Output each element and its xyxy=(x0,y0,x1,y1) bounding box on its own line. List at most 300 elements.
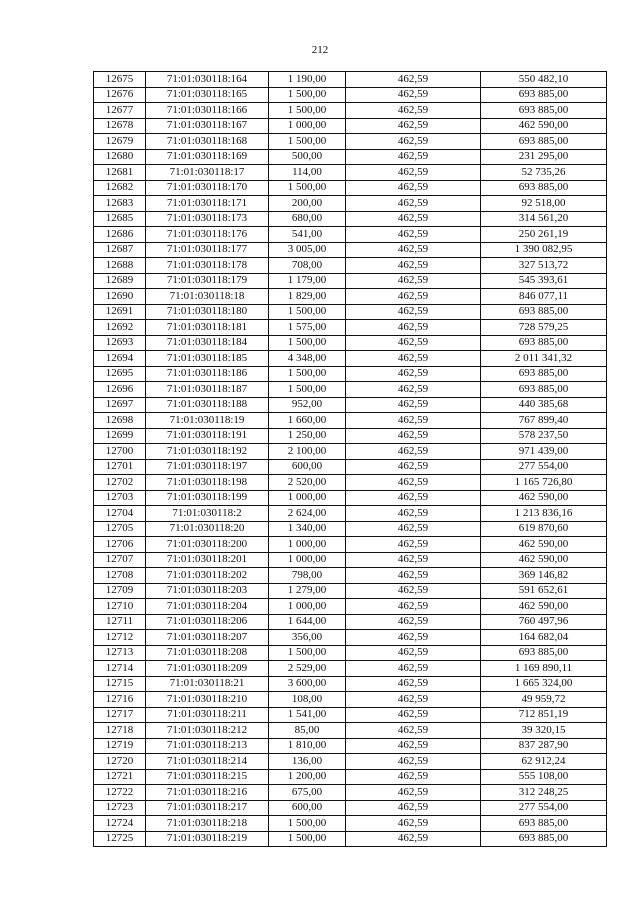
rate-cell: 462,59 xyxy=(346,800,481,816)
value-cell: 327 513,72 xyxy=(481,258,607,274)
cadastral-number-cell: 71:01:030118:184 xyxy=(146,335,269,351)
rate-cell: 462,59 xyxy=(346,785,481,801)
cadastral-number-cell: 71:01:030118:18 xyxy=(146,289,269,305)
value-cell: 62 912,24 xyxy=(481,754,607,770)
value-cell: 462 590,00 xyxy=(481,537,607,553)
cadastral-number-cell: 71:01:030118:188 xyxy=(146,397,269,413)
rate-cell: 462,59 xyxy=(346,258,481,274)
registry-table xyxy=(93,71,607,847)
area-cell: 136,00 xyxy=(269,754,346,770)
row-number-cell: 12721 xyxy=(94,769,146,785)
area-cell: 1 500,00 xyxy=(269,103,346,119)
cadastral-number-cell: 71:01:030118:219 xyxy=(146,831,269,847)
table-row xyxy=(94,289,607,305)
cadastral-number-cell: 71:01:030118:170 xyxy=(146,180,269,196)
rate-cell: 462,59 xyxy=(346,273,481,289)
row-number-cell: 12705 xyxy=(94,521,146,537)
table-row xyxy=(94,738,607,754)
rate-cell: 462,59 xyxy=(346,444,481,460)
row-number-cell: 12688 xyxy=(94,258,146,274)
area-cell: 798,00 xyxy=(269,568,346,584)
table-row xyxy=(94,816,607,832)
cadastral-number-cell: 71:01:030118:166 xyxy=(146,103,269,119)
cadastral-number-cell: 71:01:030118:217 xyxy=(146,800,269,816)
value-cell: 369 146,82 xyxy=(481,568,607,584)
area-cell: 1 340,00 xyxy=(269,521,346,537)
row-number-cell: 12703 xyxy=(94,490,146,506)
table-row xyxy=(94,242,607,258)
rate-cell: 462,59 xyxy=(346,816,481,832)
rate-cell: 462,59 xyxy=(346,568,481,584)
cadastral-number-cell: 71:01:030118:212 xyxy=(146,723,269,739)
rate-cell: 462,59 xyxy=(346,382,481,398)
rate-cell: 462,59 xyxy=(346,661,481,677)
rate-cell: 462,59 xyxy=(346,304,481,320)
value-cell: 837 287,90 xyxy=(481,738,607,754)
value-cell: 693 885,00 xyxy=(481,134,607,150)
rate-cell: 462,59 xyxy=(346,103,481,119)
cadastral-number-cell: 71:01:030118:164 xyxy=(146,72,269,88)
value-cell: 92 518,00 xyxy=(481,196,607,212)
table-row xyxy=(94,196,607,212)
value-cell: 767 899,40 xyxy=(481,413,607,429)
row-number-cell: 12693 xyxy=(94,335,146,351)
value-cell: 693 885,00 xyxy=(481,816,607,832)
row-number-cell: 12702 xyxy=(94,475,146,491)
row-number-cell: 12696 xyxy=(94,382,146,398)
area-cell: 1 250,00 xyxy=(269,428,346,444)
table-row xyxy=(94,149,607,165)
cadastral-number-cell: 71:01:030118:211 xyxy=(146,707,269,723)
rate-cell: 462,59 xyxy=(346,738,481,754)
value-cell: 545 393,61 xyxy=(481,273,607,289)
table-row xyxy=(94,180,607,196)
rate-cell: 462,59 xyxy=(346,196,481,212)
cadastral-number-cell: 71:01:030118:17 xyxy=(146,165,269,181)
area-cell: 85,00 xyxy=(269,723,346,739)
table-row xyxy=(94,552,607,568)
area-cell: 1 500,00 xyxy=(269,366,346,382)
row-number-cell: 12676 xyxy=(94,87,146,103)
table-row xyxy=(94,754,607,770)
row-number-cell: 12724 xyxy=(94,816,146,832)
cadastral-number-cell: 71:01:030118:197 xyxy=(146,459,269,475)
cadastral-number-cell: 71:01:030118:201 xyxy=(146,552,269,568)
cadastral-number-cell: 71:01:030118:214 xyxy=(146,754,269,770)
table-row xyxy=(94,428,607,444)
value-cell: 1 665 324,00 xyxy=(481,676,607,692)
value-cell: 760 497,96 xyxy=(481,614,607,630)
table-row xyxy=(94,506,607,522)
table-row xyxy=(94,211,607,227)
row-number-cell: 12685 xyxy=(94,211,146,227)
value-cell: 1 213 836,16 xyxy=(481,506,607,522)
row-number-cell: 12695 xyxy=(94,366,146,382)
rate-cell: 462,59 xyxy=(346,165,481,181)
row-number-cell: 12706 xyxy=(94,537,146,553)
area-cell: 1 000,00 xyxy=(269,537,346,553)
row-number-cell: 12718 xyxy=(94,723,146,739)
rate-cell: 462,59 xyxy=(346,87,481,103)
area-cell: 541,00 xyxy=(269,227,346,243)
area-cell: 1 190,00 xyxy=(269,72,346,88)
table-row xyxy=(94,335,607,351)
cadastral-number-cell: 71:01:030118:187 xyxy=(146,382,269,398)
table-row xyxy=(94,521,607,537)
cadastral-number-cell: 71:01:030118:200 xyxy=(146,537,269,553)
table-row xyxy=(94,320,607,336)
value-cell: 578 237,50 xyxy=(481,428,607,444)
cadastral-number-cell: 71:01:030118:186 xyxy=(146,366,269,382)
value-cell: 555 108,00 xyxy=(481,769,607,785)
table-row xyxy=(94,459,607,475)
area-cell: 675,00 xyxy=(269,785,346,801)
table-row xyxy=(94,72,607,88)
rate-cell: 462,59 xyxy=(346,630,481,646)
table-row xyxy=(94,273,607,289)
area-cell: 1 000,00 xyxy=(269,490,346,506)
table-row xyxy=(94,413,607,429)
rate-cell: 462,59 xyxy=(346,754,481,770)
row-number-cell: 12719 xyxy=(94,738,146,754)
table-row xyxy=(94,800,607,816)
cadastral-number-cell: 71:01:030118:165 xyxy=(146,87,269,103)
value-cell: 693 885,00 xyxy=(481,304,607,320)
cadastral-number-cell: 71:01:030118:171 xyxy=(146,196,269,212)
table-row xyxy=(94,397,607,413)
rate-cell: 462,59 xyxy=(346,149,481,165)
cadastral-number-cell: 71:01:030118:176 xyxy=(146,227,269,243)
table-row xyxy=(94,444,607,460)
area-cell: 1 810,00 xyxy=(269,738,346,754)
cadastral-number-cell: 71:01:030118:202 xyxy=(146,568,269,584)
value-cell: 693 885,00 xyxy=(481,103,607,119)
table-row xyxy=(94,103,607,119)
cadastral-number-cell: 71:01:030118:19 xyxy=(146,413,269,429)
area-cell: 1 500,00 xyxy=(269,831,346,847)
row-number-cell: 12715 xyxy=(94,676,146,692)
rate-cell: 462,59 xyxy=(346,366,481,382)
area-cell: 600,00 xyxy=(269,459,346,475)
value-cell: 728 579,25 xyxy=(481,320,607,336)
row-number-cell: 12714 xyxy=(94,661,146,677)
rate-cell: 462,59 xyxy=(346,583,481,599)
table-row xyxy=(94,537,607,553)
row-number-cell: 12686 xyxy=(94,227,146,243)
value-cell: 693 885,00 xyxy=(481,645,607,661)
table-row xyxy=(94,676,607,692)
area-cell: 2 520,00 xyxy=(269,475,346,491)
table-row xyxy=(94,769,607,785)
row-number-cell: 12720 xyxy=(94,754,146,770)
row-number-cell: 12697 xyxy=(94,397,146,413)
area-cell: 952,00 xyxy=(269,397,346,413)
area-cell: 4 348,00 xyxy=(269,351,346,367)
row-number-cell: 12689 xyxy=(94,273,146,289)
value-cell: 277 554,00 xyxy=(481,459,607,475)
area-cell: 500,00 xyxy=(269,149,346,165)
table-row xyxy=(94,382,607,398)
cadastral-number-cell: 71:01:030118:208 xyxy=(146,645,269,661)
value-cell: 971 439,00 xyxy=(481,444,607,460)
area-cell: 1 500,00 xyxy=(269,382,346,398)
value-cell: 314 561,20 xyxy=(481,211,607,227)
row-number-cell: 12725 xyxy=(94,831,146,847)
area-cell: 1 541,00 xyxy=(269,707,346,723)
cadastral-number-cell: 71:01:030118:167 xyxy=(146,118,269,134)
rate-cell: 462,59 xyxy=(346,614,481,630)
row-number-cell: 12710 xyxy=(94,599,146,615)
value-cell: 462 590,00 xyxy=(481,552,607,568)
row-number-cell: 12682 xyxy=(94,180,146,196)
area-cell: 200,00 xyxy=(269,196,346,212)
area-cell: 3 005,00 xyxy=(269,242,346,258)
row-number-cell: 12692 xyxy=(94,320,146,336)
row-number-cell: 12713 xyxy=(94,645,146,661)
area-cell: 1 660,00 xyxy=(269,413,346,429)
cadastral-number-cell: 71:01:030118:20 xyxy=(146,521,269,537)
area-cell: 1 644,00 xyxy=(269,614,346,630)
row-number-cell: 12704 xyxy=(94,506,146,522)
value-cell: 39 320,15 xyxy=(481,723,607,739)
rate-cell: 462,59 xyxy=(346,320,481,336)
row-number-cell: 12675 xyxy=(94,72,146,88)
table-row xyxy=(94,723,607,739)
row-number-cell: 12687 xyxy=(94,242,146,258)
rate-cell: 462,59 xyxy=(346,831,481,847)
table-row xyxy=(94,568,607,584)
table-row xyxy=(94,165,607,181)
rate-cell: 462,59 xyxy=(346,413,481,429)
cadastral-number-cell: 71:01:030118:216 xyxy=(146,785,269,801)
row-number-cell: 12711 xyxy=(94,614,146,630)
row-number-cell: 12700 xyxy=(94,444,146,460)
value-cell: 231 295,00 xyxy=(481,149,607,165)
rate-cell: 462,59 xyxy=(346,676,481,692)
value-cell: 1 390 082,95 xyxy=(481,242,607,258)
area-cell: 1 279,00 xyxy=(269,583,346,599)
table-row xyxy=(94,304,607,320)
rate-cell: 462,59 xyxy=(346,475,481,491)
row-number-cell: 12679 xyxy=(94,134,146,150)
row-number-cell: 12722 xyxy=(94,785,146,801)
cadastral-number-cell: 71:01:030118:218 xyxy=(146,816,269,832)
area-cell: 1 500,00 xyxy=(269,134,346,150)
rate-cell: 462,59 xyxy=(346,72,481,88)
value-cell: 250 261,19 xyxy=(481,227,607,243)
row-number-cell: 12709 xyxy=(94,583,146,599)
rate-cell: 462,59 xyxy=(346,769,481,785)
rate-cell: 462,59 xyxy=(346,428,481,444)
area-cell: 1 829,00 xyxy=(269,289,346,305)
rate-cell: 462,59 xyxy=(346,645,481,661)
rate-cell: 462,59 xyxy=(346,459,481,475)
rate-cell: 462,59 xyxy=(346,397,481,413)
value-cell: 462 590,00 xyxy=(481,599,607,615)
cadastral-number-cell: 71:01:030118:192 xyxy=(146,444,269,460)
area-cell: 1 000,00 xyxy=(269,552,346,568)
rate-cell: 462,59 xyxy=(346,599,481,615)
cadastral-number-cell: 71:01:030118:21 xyxy=(146,676,269,692)
area-cell: 2 624,00 xyxy=(269,506,346,522)
value-cell: 2 011 341,32 xyxy=(481,351,607,367)
page-number: 212 xyxy=(311,44,329,56)
row-number-cell: 12677 xyxy=(94,103,146,119)
area-cell: 1 500,00 xyxy=(269,816,346,832)
cadastral-number-cell: 71:01:030118:206 xyxy=(146,614,269,630)
table-row xyxy=(94,614,607,630)
area-cell: 1 000,00 xyxy=(269,118,346,134)
row-number-cell: 12723 xyxy=(94,800,146,816)
rate-cell: 462,59 xyxy=(346,692,481,708)
row-number-cell: 12690 xyxy=(94,289,146,305)
table-row xyxy=(94,785,607,801)
table-row xyxy=(94,831,607,847)
area-cell: 1 500,00 xyxy=(269,304,346,320)
table-row xyxy=(94,475,607,491)
rate-cell: 462,59 xyxy=(346,289,481,305)
row-number-cell: 12698 xyxy=(94,413,146,429)
area-cell: 1 500,00 xyxy=(269,645,346,661)
cadastral-number-cell: 71:01:030118:169 xyxy=(146,149,269,165)
cadastral-number-cell: 71:01:030118:181 xyxy=(146,320,269,336)
rate-cell: 462,59 xyxy=(346,537,481,553)
area-cell: 680,00 xyxy=(269,211,346,227)
row-number-cell: 12708 xyxy=(94,568,146,584)
cadastral-number-cell: 71:01:030118:213 xyxy=(146,738,269,754)
rate-cell: 462,59 xyxy=(346,242,481,258)
area-cell: 1 500,00 xyxy=(269,180,346,196)
rate-cell: 462,59 xyxy=(346,723,481,739)
value-cell: 693 885,00 xyxy=(481,382,607,398)
rate-cell: 462,59 xyxy=(346,552,481,568)
area-cell: 1 500,00 xyxy=(269,335,346,351)
value-cell: 312 248,25 xyxy=(481,785,607,801)
area-cell: 2 529,00 xyxy=(269,661,346,677)
value-cell: 591 652,61 xyxy=(481,583,607,599)
value-cell: 164 682,04 xyxy=(481,630,607,646)
value-cell: 712 851,19 xyxy=(481,707,607,723)
value-cell: 49 959,72 xyxy=(481,692,607,708)
value-cell: 693 885,00 xyxy=(481,87,607,103)
area-cell: 108,00 xyxy=(269,692,346,708)
rate-cell: 462,59 xyxy=(346,335,481,351)
row-number-cell: 12681 xyxy=(94,165,146,181)
value-cell: 693 885,00 xyxy=(481,180,607,196)
table-row xyxy=(94,490,607,506)
cadastral-number-cell: 71:01:030118:209 xyxy=(146,661,269,677)
area-cell: 1 179,00 xyxy=(269,273,346,289)
row-number-cell: 12683 xyxy=(94,196,146,212)
rate-cell: 462,59 xyxy=(346,118,481,134)
cadastral-number-cell: 71:01:030118:180 xyxy=(146,304,269,320)
cadastral-number-cell: 71:01:030118:215 xyxy=(146,769,269,785)
area-cell: 1 000,00 xyxy=(269,599,346,615)
cadastral-number-cell: 71:01:030118:177 xyxy=(146,242,269,258)
row-number-cell: 12694 xyxy=(94,351,146,367)
area-cell: 600,00 xyxy=(269,800,346,816)
area-cell: 3 600,00 xyxy=(269,676,346,692)
cadastral-number-cell: 71:01:030118:185 xyxy=(146,351,269,367)
table-row xyxy=(94,366,607,382)
value-cell: 693 885,00 xyxy=(481,366,607,382)
cadastral-number-cell: 71:01:030118:199 xyxy=(146,490,269,506)
value-cell: 462 590,00 xyxy=(481,490,607,506)
row-number-cell: 12716 xyxy=(94,692,146,708)
value-cell: 619 870,60 xyxy=(481,521,607,537)
rate-cell: 462,59 xyxy=(346,211,481,227)
value-cell: 846 077,11 xyxy=(481,289,607,305)
cadastral-number-cell: 71:01:030118:2 xyxy=(146,506,269,522)
area-cell: 1 575,00 xyxy=(269,320,346,336)
cadastral-number-cell: 71:01:030118:191 xyxy=(146,428,269,444)
value-cell: 52 735,26 xyxy=(481,165,607,181)
table-row xyxy=(94,351,607,367)
value-cell: 693 885,00 xyxy=(481,335,607,351)
table-row xyxy=(94,707,607,723)
value-cell: 1 165 726,80 xyxy=(481,475,607,491)
cadastral-number-cell: 71:01:030118:178 xyxy=(146,258,269,274)
rate-cell: 462,59 xyxy=(346,707,481,723)
table-row xyxy=(94,227,607,243)
area-cell: 1 500,00 xyxy=(269,87,346,103)
registry-table-body xyxy=(94,72,607,847)
cadastral-number-cell: 71:01:030118:198 xyxy=(146,475,269,491)
table-row xyxy=(94,583,607,599)
table-row xyxy=(94,661,607,677)
table-row xyxy=(94,87,607,103)
row-number-cell: 12678 xyxy=(94,118,146,134)
row-number-cell: 12707 xyxy=(94,552,146,568)
value-cell: 440 385,68 xyxy=(481,397,607,413)
table-row xyxy=(94,599,607,615)
rate-cell: 462,59 xyxy=(346,506,481,522)
table-row xyxy=(94,258,607,274)
value-cell: 1 169 890,11 xyxy=(481,661,607,677)
cadastral-number-cell: 71:01:030118:179 xyxy=(146,273,269,289)
row-number-cell: 12701 xyxy=(94,459,146,475)
cadastral-number-cell: 71:01:030118:203 xyxy=(146,583,269,599)
cadastral-number-cell: 71:01:030118:173 xyxy=(146,211,269,227)
rate-cell: 462,59 xyxy=(346,490,481,506)
cadastral-number-cell: 71:01:030118:168 xyxy=(146,134,269,150)
rate-cell: 462,59 xyxy=(346,351,481,367)
cadastral-number-cell: 71:01:030118:207 xyxy=(146,630,269,646)
area-cell: 356,00 xyxy=(269,630,346,646)
cadastral-number-cell: 71:01:030118:210 xyxy=(146,692,269,708)
rate-cell: 462,59 xyxy=(346,134,481,150)
value-cell: 693 885,00 xyxy=(481,831,607,847)
value-cell: 550 482,10 xyxy=(481,72,607,88)
row-number-cell: 12699 xyxy=(94,428,146,444)
cadastral-number-cell: 71:01:030118:204 xyxy=(146,599,269,615)
row-number-cell: 12680 xyxy=(94,149,146,165)
area-cell: 2 100,00 xyxy=(269,444,346,460)
rate-cell: 462,59 xyxy=(346,521,481,537)
row-number-cell: 12691 xyxy=(94,304,146,320)
row-number-cell: 12712 xyxy=(94,630,146,646)
rate-cell: 462,59 xyxy=(346,227,481,243)
area-cell: 708,00 xyxy=(269,258,346,274)
area-cell: 114,00 xyxy=(269,165,346,181)
value-cell: 462 590,00 xyxy=(481,118,607,134)
table-row xyxy=(94,118,607,134)
table-row xyxy=(94,630,607,646)
table-row xyxy=(94,134,607,150)
table-row xyxy=(94,692,607,708)
area-cell: 1 200,00 xyxy=(269,769,346,785)
value-cell: 277 554,00 xyxy=(481,800,607,816)
